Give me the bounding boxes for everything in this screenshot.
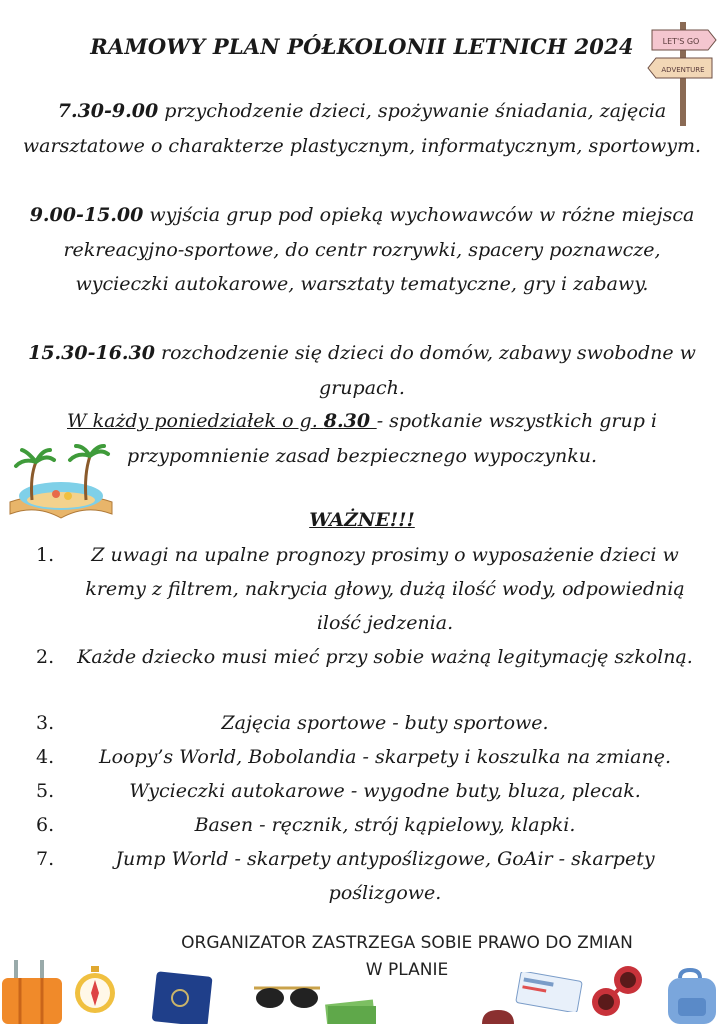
list-number: 7.: [36, 848, 55, 870]
schedule-time: 9.00-15.00: [29, 204, 144, 226]
schedule-text: przychodzenie dzieci, spożywanie śniadania, zajęcia warsztatowe o charakterze plastycznym, informatycznym, sportowym.: [22, 100, 702, 157]
schedule-time: 7.30-9.00: [57, 100, 159, 122]
schedule-text: wyjścia grup pod opieką wychowawców w różne miejsca rekreacyjno-sportowe, do centr rozrywki, spacery poznawcze, wycieczki autokarowe, warsztaty tematyczne, gry i zabawy.: [63, 204, 695, 295]
red-sunglasses-icon: [588, 964, 648, 1020]
passport-icon: [150, 970, 216, 1024]
sunglasses-icon: [252, 982, 322, 1014]
schedule-block-3: [18, 336, 706, 405]
backpack-icon: [660, 968, 720, 1024]
list-number: 2.: [36, 646, 55, 668]
list-number: 6.: [36, 814, 55, 836]
signpost-bottom-label: ADVENTURE: [661, 66, 705, 74]
monday-note: [18, 404, 706, 473]
monday-text: - spotkanie wszystkich grup i przypomnienie zasad bezpiecznego wypoczynku.: [126, 410, 657, 467]
list-number: 1.: [36, 544, 55, 566]
list-item: [36, 774, 706, 808]
footer-line-2: W PLANIE: [365, 960, 449, 980]
list-item: [36, 538, 706, 640]
suitcase-icon: [0, 958, 68, 1024]
list-number: 4.: [36, 746, 55, 768]
list-text: Basen - ręcznik, strój kąpielowy, klapki.: [194, 814, 576, 836]
monday-prefix: W każdy poniedziałek o g.: [67, 410, 324, 432]
important-heading: WAŻNE!!!: [309, 509, 415, 531]
list-item: [36, 808, 706, 842]
schedule-time: 15.30-16.30: [28, 342, 155, 364]
list-text: Z uwagi na upalne prognozy prosimy o wyposażenie dzieci w kremy z filtrem, nakrycia głowy, dużą ilość wody, odpowiednią ilość jedzenia.: [85, 544, 685, 634]
footer-line-1: ORGANIZATOR ZASTRZEGA SOBIE PRAWO DO ZMIAN: [181, 933, 633, 953]
signpost-top-label: LET'S GO: [662, 37, 700, 46]
bag-icon: [478, 1008, 518, 1024]
list-text: Loopy’s World, Bobolandia - skarpety i koszulka na zmianę.: [98, 746, 672, 768]
list-item: [36, 706, 706, 740]
monday-time: 8.30: [323, 410, 377, 432]
list-item: [36, 640, 706, 674]
list-text: Każde dziecko musi mieć przy sobie ważną legitymację szkolną.: [77, 646, 693, 668]
list-text: Jump World - skarpety antypoślizgowe, GoAir - skarpety poślizgowe.: [115, 848, 655, 904]
schedule-block-2: [18, 198, 706, 302]
list-text: Wycieczki autokarowe - wygodne buty, bluza, plecak.: [129, 780, 641, 802]
compass-icon: [72, 966, 118, 1016]
list-number: 5.: [36, 780, 55, 802]
money-icon: [322, 996, 378, 1024]
ticket-icon: [514, 972, 584, 1012]
schedule-block-1: [18, 94, 706, 163]
schedule-text: rozchodzenie się dzieci do domów, zabawy swobodne w grupach.: [154, 342, 696, 399]
list-number: 3.: [36, 712, 55, 734]
list-text: Zajęcia sportowe - buty sportowe.: [221, 712, 549, 734]
list-item: [36, 740, 706, 774]
page-title: RAMOWY PLAN PÓŁKOLONII LETNICH 2024: [90, 34, 634, 59]
list-item: [36, 842, 706, 910]
